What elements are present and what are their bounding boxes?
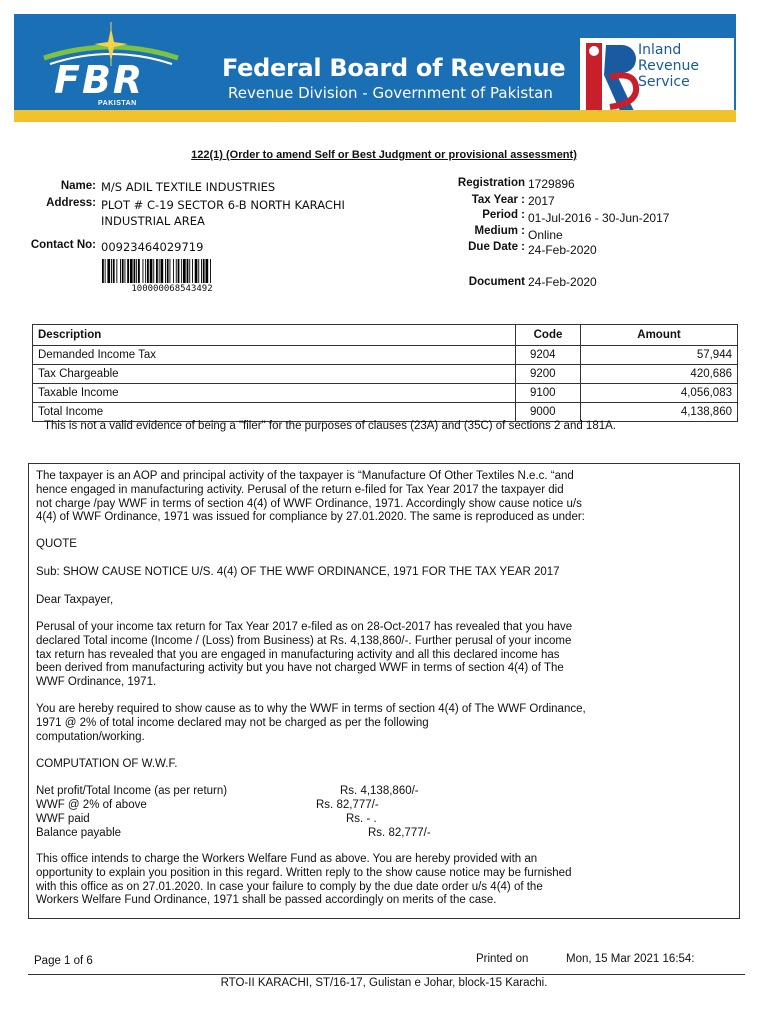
printed-on-value: Mon, 15 Mar 2021 16:54: — [566, 953, 695, 965]
notice-body-box — [28, 463, 740, 919]
row-description: Tax Chargeable — [33, 365, 516, 384]
office-address: RTO-II KARACHI, ST/16-17, Gulistan e Johar, block-15 Karachi. — [220, 977, 548, 989]
irs-line-service: Service — [638, 74, 690, 90]
period-label: Period : — [482, 209, 525, 221]
barcode-icon — [102, 259, 242, 283]
row-code: 9204 — [516, 346, 581, 365]
irs-line-inland: Inland — [638, 42, 682, 58]
computation-value-net-profit: Rs. 4,138,860/- — [340, 785, 419, 797]
table-row — [33, 346, 738, 365]
printed-on-label: Printed on — [476, 953, 529, 965]
address-label: Address: — [46, 197, 96, 209]
computation-label-wwf-rate: WWF @ 2% of above — [36, 799, 147, 811]
table-row — [33, 384, 738, 403]
irs-line-revenue: Revenue — [638, 58, 699, 74]
taxpayer-name: M/S ADIL TEXTILE INDUSTRIES — [101, 180, 276, 194]
table-header-row — [33, 325, 738, 346]
col-header-amount: Amount — [581, 325, 738, 346]
computation-value-balance: Rs. 82,777/- — [368, 827, 431, 839]
medium-value: Online — [528, 228, 563, 242]
banner-title: Federal Board of Revenue — [222, 54, 566, 82]
salutation: Dear Taxpayer, — [36, 594, 114, 606]
registration-label: Registration — [457, 177, 525, 189]
row-code: 9100 — [516, 384, 581, 403]
footer-divider — [28, 974, 745, 975]
computation-label-net-profit: Net profit/Total Income (as per return) — [36, 785, 228, 797]
contact-number: 00923464029719 — [101, 240, 204, 254]
col-header-code: Code — [516, 325, 581, 346]
closing-paragraph: This office intends to charge the Workers Welfare Fund as above. You are hereby provided with an opportunity to explain you position in this regard. Written reply to the show cause notice may be furnished with this office as on 27.01.2020. In case your failure to comply by the due date order u/s 4(4) of the Workers Welfare Fund Ordinance, 1971 shall be passed accordingly on merits of the case. — [36, 853, 572, 907]
table-row — [33, 365, 738, 384]
row-code: 9200 — [516, 365, 581, 384]
table-row — [33, 403, 738, 422]
due-date-label: Due Date : — [468, 241, 525, 253]
row-description: Total Income — [33, 403, 516, 422]
row-amount: 4,138,860 — [581, 403, 738, 422]
page-number: Page 1 of 6 — [34, 955, 93, 967]
registration-value: 1729896 — [528, 177, 575, 191]
tax-year-label: Tax Year : — [471, 194, 525, 206]
show-cause-paragraph: You are hereby required to show cause as to why the WWF in terms of section 4(4) of The WWF Ordinance, 1971 @ 2% of total income declared may not be charged as per the following computation/working. — [36, 703, 586, 743]
irs-logo — [580, 38, 734, 110]
document-label: Document — [468, 276, 525, 288]
barcode-number: 100000068543492 — [131, 284, 213, 294]
perusal-paragraph: Perusal of your income tax return for Tax Year 2017 e-filed as on 28-Oct-2017 has revealed that you have declared Total income (Income / (Loss) from Business) at Rs. 4,138,860/-. Further perusal of your income tax return has revealed that you are engaged in manufacturing activity and all this declared income has been derived from manufacturing activity but you have not charged WWF in terms of section 4(4) of The WWF Ordinance, 1971. — [36, 621, 573, 689]
computation-value-wwf-paid: Rs. - . — [346, 813, 377, 825]
computation-label-wwf-paid: WWF paid — [36, 813, 90, 825]
assessment-table — [32, 324, 738, 422]
row-amount: 4,056,083 — [581, 384, 738, 403]
name-label: Name: — [60, 180, 96, 192]
fbr-logo-text: FBR — [54, 58, 145, 102]
header-banner — [14, 14, 736, 110]
quote-heading: QUOTE — [36, 538, 77, 550]
address-line-1: PLOT # C-19 SECTOR 6-B NORTH KARACHI — [101, 198, 345, 212]
row-amount: 57,944 — [581, 346, 738, 365]
filer-disclaimer: This is not a valid evidence of being a "filer" for the purposes of clauses (23A) and (35C) of sections 2 and 181A. — [44, 420, 616, 432]
computation-label-balance: Balance payable — [36, 827, 122, 839]
computation-title: COMPUTATION OF W.W.F. — [36, 758, 178, 770]
document-date-value: 24-Feb-2020 — [528, 275, 597, 289]
computation-value-wwf-rate: Rs. 82,777/- — [316, 799, 379, 811]
period-value: 01-Jul-2016 - 30-Jun-2017 — [528, 211, 670, 225]
banner-stripe — [14, 110, 736, 122]
due-date-value: 24-Feb-2020 — [528, 243, 597, 257]
irs-emblem-icon — [584, 41, 642, 110]
contact-label: Contact No: — [30, 239, 96, 251]
intro-paragraph: The taxpayer is an AOP and principal activity of the taxpayer is “Manufacture Of Other Textiles N.e.c. “and hence engaged in manufacturing activity. Perusal of the return e-filed for Tax Year 2017 the taxpayer did not charge /pay WWF in terms of section 4(4) of WWF Ordinance, 1971. Accordingly show cause notice u/s 4(4) of WWF Ordinance, 1971 was issued for compliance by 27.01.2020. The same is reproduced as under: — [36, 470, 585, 524]
row-code: 9000 — [516, 403, 581, 422]
tax-year-value: 2017 — [528, 194, 555, 208]
row-description: Taxable Income — [33, 384, 516, 403]
row-amount: 420,686 — [581, 365, 738, 384]
address-line-2: INDUSTRIAL AREA — [101, 214, 205, 228]
fbr-logo-subtext: PAKISTAN — [98, 100, 137, 107]
irs-logo-text — [638, 42, 699, 90]
notice-subject: Sub: SHOW CAUSE NOTICE U/S. 4(4) OF THE WWF ORDINANCE, 1971 FOR THE TAX YEAR 2017 — [36, 566, 560, 578]
document-title: 122(1) (Order to amend Self or Best Judgment or provisional assessment) — [191, 149, 577, 161]
banner-subtitle: Revenue Division - Government of Pakistan — [228, 84, 553, 102]
row-description: Demanded Income Tax — [33, 346, 516, 365]
col-header-description: Description — [33, 325, 516, 346]
medium-label: Medium : — [474, 225, 525, 237]
